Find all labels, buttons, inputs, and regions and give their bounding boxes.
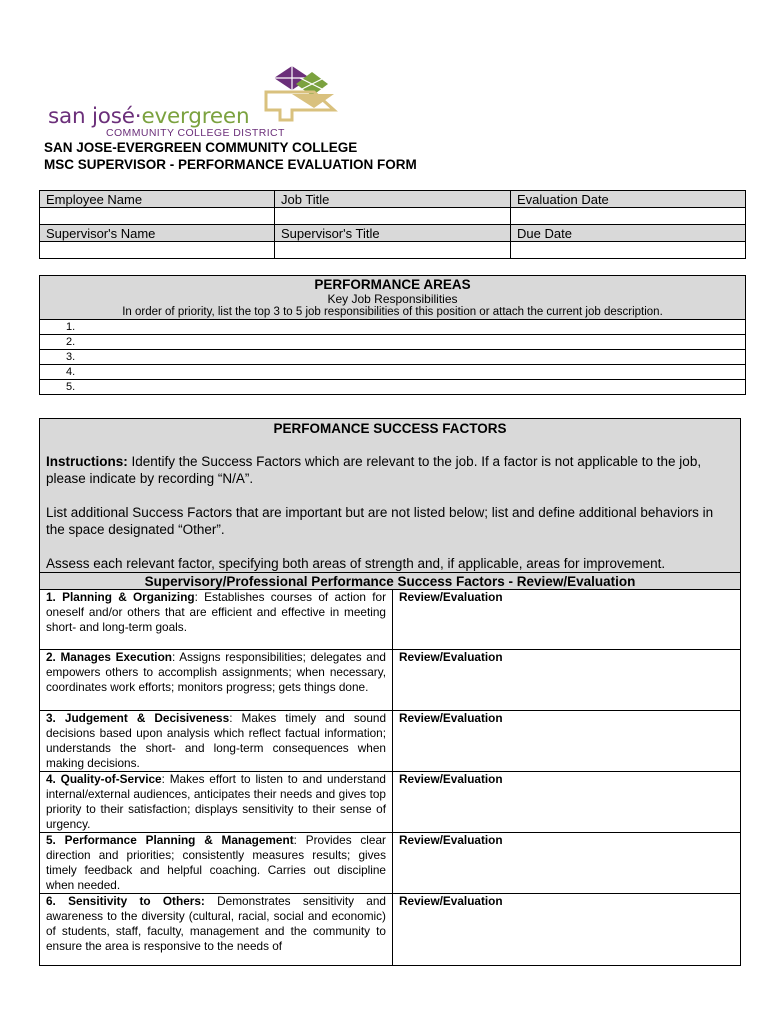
table-row	[40, 335, 746, 350]
performance-areas-table	[39, 275, 746, 395]
responsibility-item[interactable]: 2.	[40, 335, 746, 350]
factor-name: 1. Planning & Organizing	[46, 590, 195, 604]
table-row	[40, 365, 746, 380]
factor-text: : Assigns responsibilities; delegates and empowers others to accomplish assignments; when necessary, coordinates work efforts; monitors progress; gets things done.	[46, 650, 386, 694]
factor-description	[40, 833, 393, 894]
college-title: SAN JOSE-EVERGREEN COMMUNITY COLLEGE	[44, 140, 358, 155]
factor-description	[40, 650, 393, 711]
factor-name: 3. Judgement & Decisiveness	[46, 711, 230, 725]
logo-subtitle: COMMUNITY COLLEGE DISTRICT	[106, 127, 285, 139]
factor-name: 6. Sensitivity to Others:	[46, 894, 205, 908]
review-label: Review/Evaluation	[399, 894, 503, 908]
employee-name-field[interactable]	[40, 208, 275, 225]
due-date-field[interactable]	[511, 242, 746, 259]
review-evaluation-cell[interactable]	[393, 894, 741, 966]
evaluation-date-label: Evaluation Date	[511, 191, 746, 208]
factor-text: : Establishes courses of action for oneself and/or others that are efficient and effective in meeting short- and long-term goals.	[46, 590, 386, 634]
responsibility-item[interactable]: 3.	[40, 350, 746, 365]
table-row	[40, 276, 746, 320]
review-label: Review/Evaluation	[399, 590, 503, 604]
job-title-field[interactable]	[275, 208, 511, 225]
table-row	[40, 590, 741, 650]
factor-description	[40, 590, 393, 650]
responsibility-item[interactable]: 1.	[40, 320, 746, 335]
factor-name: 2. Manages Execution	[46, 650, 172, 664]
success-factors-subheading: Supervisory/Professional Performance Success Factors - Review/Evaluation	[40, 573, 741, 590]
review-evaluation-cell[interactable]	[393, 650, 741, 711]
review-label: Review/Evaluation	[399, 650, 503, 664]
table-row	[40, 772, 741, 833]
instructions-text	[46, 453, 734, 487]
review-evaluation-cell[interactable]	[393, 711, 741, 772]
success-factors-title: PERFOMANCE SUCCESS FACTORS	[273, 421, 507, 436]
table-row	[40, 320, 746, 335]
review-label: Review/Evaluation	[399, 833, 503, 847]
table-row	[40, 894, 741, 966]
table-row	[40, 208, 746, 225]
instructions-body: Identify the Success Factors which are relevant to the job. If a factor is not applicable to the job, please indicate by recording “N/A”.	[46, 454, 702, 486]
factor-text: : Provides clear direction and priorities; consistently measures results; gives timely feedback and helpful coaching. Carries out discipline when needed.	[46, 833, 386, 892]
responsibility-item[interactable]: 4.	[40, 365, 746, 380]
additional-factors-text: List additional Success Factors that are important but are not listed below; list and define additional behaviors in the space designated “Other”.	[46, 505, 714, 537]
job-title-label: Job Title	[275, 191, 511, 208]
table-row	[40, 350, 746, 365]
review-label: Review/Evaluation	[399, 772, 503, 786]
logo-wordmark	[48, 104, 249, 129]
employee-name-label: Employee Name	[40, 191, 275, 208]
table-row	[40, 650, 741, 711]
factor-text: : Makes timely and sound decisions based upon analysis which reflect factual information; understands the short- and long-term consequences when making decisions.	[46, 711, 387, 770]
review-evaluation-cell[interactable]	[393, 772, 741, 833]
review-evaluation-cell[interactable]	[393, 833, 741, 894]
factor-description	[40, 894, 393, 966]
table-row	[40, 191, 746, 208]
due-date-label: Due Date	[511, 225, 746, 242]
factor-name: 5. Performance Planning & Management	[46, 833, 294, 847]
factor-text: Demonstrates sensitivity and awareness to the diversity (cultural, racial, social and economic) of students, staff, faculty, management and the community to ensure the area is responsive to the needs of	[46, 894, 386, 953]
factor-name: 4. Quality-of-Service	[46, 772, 162, 786]
performance-areas-instruction: In order of priority, list the top 3 to 5 job responsibilities of this position or attach the current job description.	[122, 306, 663, 318]
logo-wordmark-right: evergreen	[141, 104, 250, 129]
table-row	[40, 573, 741, 590]
performance-areas-title: PERFORMANCE AREAS	[314, 277, 471, 292]
supervisor-title-field[interactable]	[275, 242, 511, 259]
review-evaluation-cell[interactable]	[393, 590, 741, 650]
table-row	[40, 711, 741, 772]
table-row	[40, 242, 746, 259]
employee-info-table	[39, 190, 746, 259]
logo-wordmark-left: san josé·	[48, 104, 142, 129]
factor-text: : Makes effort to listen to and understand internal/external audiences, anticipates their needs and gives top priority to their satisfaction; displays sensitivity to their sense of urgency.	[46, 772, 386, 831]
table-row	[40, 419, 741, 573]
evaluation-date-field[interactable]	[511, 208, 746, 225]
instructions-label: Instructions:	[46, 454, 128, 469]
table-row	[40, 225, 746, 242]
supervisor-name-label: Supervisor's Name	[40, 225, 275, 242]
success-factors-table	[39, 418, 741, 966]
performance-areas-header	[40, 276, 746, 320]
factor-description	[40, 772, 393, 833]
supervisor-title-label: Supervisor's Title	[275, 225, 511, 242]
success-factors-intro	[40, 419, 741, 573]
table-row	[40, 380, 746, 395]
form-title: MSC SUPERVISOR - PERFORMANCE EVALUATION FORM	[44, 157, 417, 172]
factor-description	[40, 711, 393, 772]
table-row	[40, 833, 741, 894]
supervisor-name-field[interactable]	[40, 242, 275, 259]
assess-text: Assess each relevant factor, specifying both areas of strength and, if applicable, areas for improvement.	[46, 556, 666, 571]
district-logo	[44, 64, 344, 138]
performance-areas-subtitle: Key Job Responsibilities	[327, 292, 458, 306]
responsibility-item[interactable]: 5.	[40, 380, 746, 395]
review-label: Review/Evaluation	[399, 711, 503, 725]
